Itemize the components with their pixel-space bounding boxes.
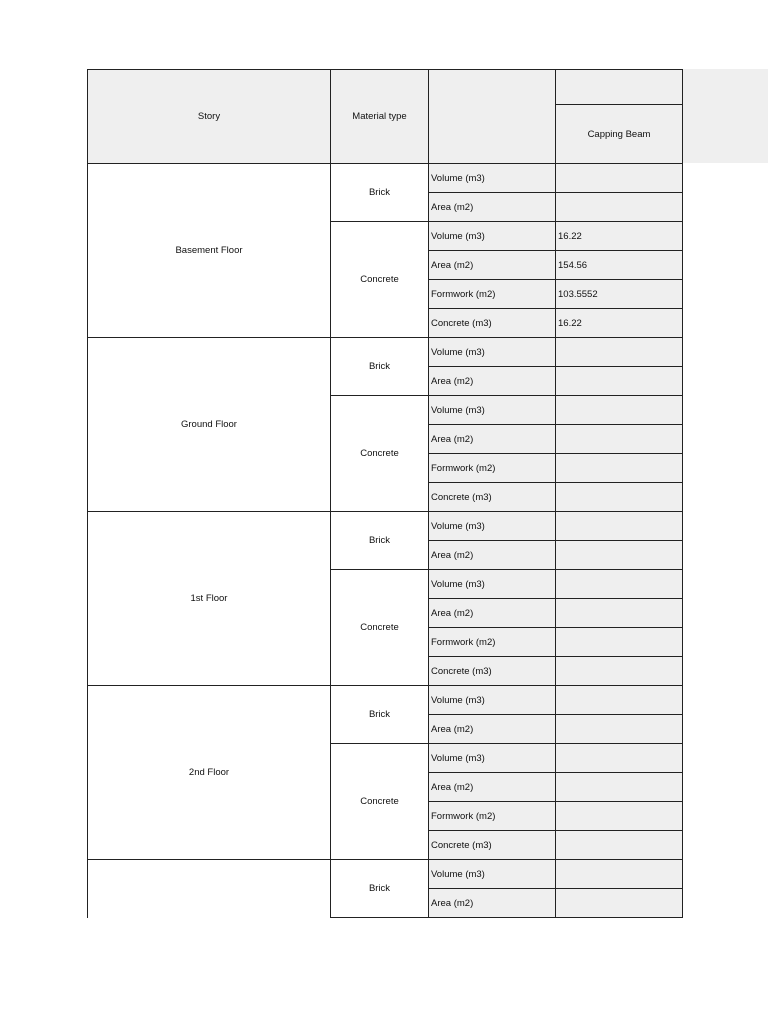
value-cell[interactable] <box>556 831 683 860</box>
property-cell: Formwork (m2) <box>429 280 556 309</box>
property-cell: Volume (m3) <box>429 222 556 251</box>
property-cell: Concrete (m3) <box>429 657 556 686</box>
value-cell[interactable] <box>556 599 683 628</box>
header-group <box>556 70 683 105</box>
header-material-type: Material type <box>331 70 429 164</box>
property-cell: Area (m2) <box>429 367 556 396</box>
table-header <box>88 70 683 164</box>
value-cell[interactable] <box>556 686 683 715</box>
property-cell: Volume (m3) <box>429 164 556 193</box>
property-cell: Area (m2) <box>429 715 556 744</box>
value-cell[interactable] <box>556 338 683 367</box>
property-cell: Area (m2) <box>429 889 556 918</box>
material-cell: Brick <box>331 860 429 918</box>
value-cell[interactable] <box>556 396 683 425</box>
material-cell: Concrete <box>331 222 429 338</box>
value-cell[interactable] <box>556 715 683 744</box>
property-cell: Volume (m3) <box>429 396 556 425</box>
value-cell[interactable]: 154.56 <box>556 251 683 280</box>
value-cell[interactable] <box>556 164 683 193</box>
quantity-table <box>87 69 683 918</box>
property-cell: Area (m2) <box>429 251 556 280</box>
value-cell[interactable] <box>556 367 683 396</box>
material-cell: Brick <box>331 164 429 222</box>
property-cell: Volume (m3) <box>429 338 556 367</box>
header-property <box>429 70 556 164</box>
value-cell[interactable] <box>556 425 683 454</box>
grey-header-extension <box>682 69 768 163</box>
header-story: Story <box>88 70 331 164</box>
value-cell[interactable] <box>556 483 683 512</box>
property-cell: Area (m2) <box>429 541 556 570</box>
value-cell[interactable] <box>556 889 683 918</box>
value-cell[interactable]: 103.5552 <box>556 280 683 309</box>
value-cell[interactable] <box>556 570 683 599</box>
property-cell: Area (m2) <box>429 425 556 454</box>
value-cell[interactable] <box>556 541 683 570</box>
property-cell: Volume (m3) <box>429 686 556 715</box>
property-cell: Volume (m3) <box>429 860 556 889</box>
story-cell: Ground Floor <box>88 338 331 512</box>
table-row <box>88 512 683 541</box>
property-cell: Formwork (m2) <box>429 628 556 657</box>
property-cell: Formwork (m2) <box>429 454 556 483</box>
material-cell: Concrete <box>331 570 429 686</box>
header-capping-beam: Capping Beam <box>556 105 683 164</box>
story-cell: 1st Floor <box>88 512 331 686</box>
table-row <box>88 686 683 715</box>
material-cell: Brick <box>331 686 429 744</box>
table-row <box>88 164 683 193</box>
property-cell: Area (m2) <box>429 773 556 802</box>
value-cell[interactable] <box>556 802 683 831</box>
property-cell: Area (m2) <box>429 599 556 628</box>
value-cell[interactable] <box>556 657 683 686</box>
value-cell[interactable] <box>556 628 683 657</box>
property-cell: Concrete (m3) <box>429 309 556 338</box>
value-cell[interactable]: 16.22 <box>556 309 683 338</box>
table-row <box>88 860 683 889</box>
property-cell: Volume (m3) <box>429 512 556 541</box>
property-cell: Volume (m3) <box>429 570 556 599</box>
value-cell[interactable] <box>556 773 683 802</box>
table-row <box>88 338 683 367</box>
value-cell[interactable] <box>556 512 683 541</box>
property-cell: Concrete (m3) <box>429 831 556 860</box>
material-cell: Brick <box>331 338 429 396</box>
table-body <box>88 164 683 918</box>
story-cell <box>88 860 331 918</box>
value-cell[interactable] <box>556 454 683 483</box>
property-cell: Concrete (m3) <box>429 483 556 512</box>
value-cell[interactable] <box>556 193 683 222</box>
story-cell: 2nd Floor <box>88 686 331 860</box>
property-cell: Volume (m3) <box>429 744 556 773</box>
value-cell[interactable] <box>556 744 683 773</box>
property-cell: Area (m2) <box>429 193 556 222</box>
story-cell: Basement Floor <box>88 164 331 338</box>
value-cell[interactable]: 16.22 <box>556 222 683 251</box>
material-cell: Concrete <box>331 744 429 860</box>
value-cell[interactable] <box>556 860 683 889</box>
material-cell: Concrete <box>331 396 429 512</box>
property-cell: Formwork (m2) <box>429 802 556 831</box>
material-cell: Brick <box>331 512 429 570</box>
